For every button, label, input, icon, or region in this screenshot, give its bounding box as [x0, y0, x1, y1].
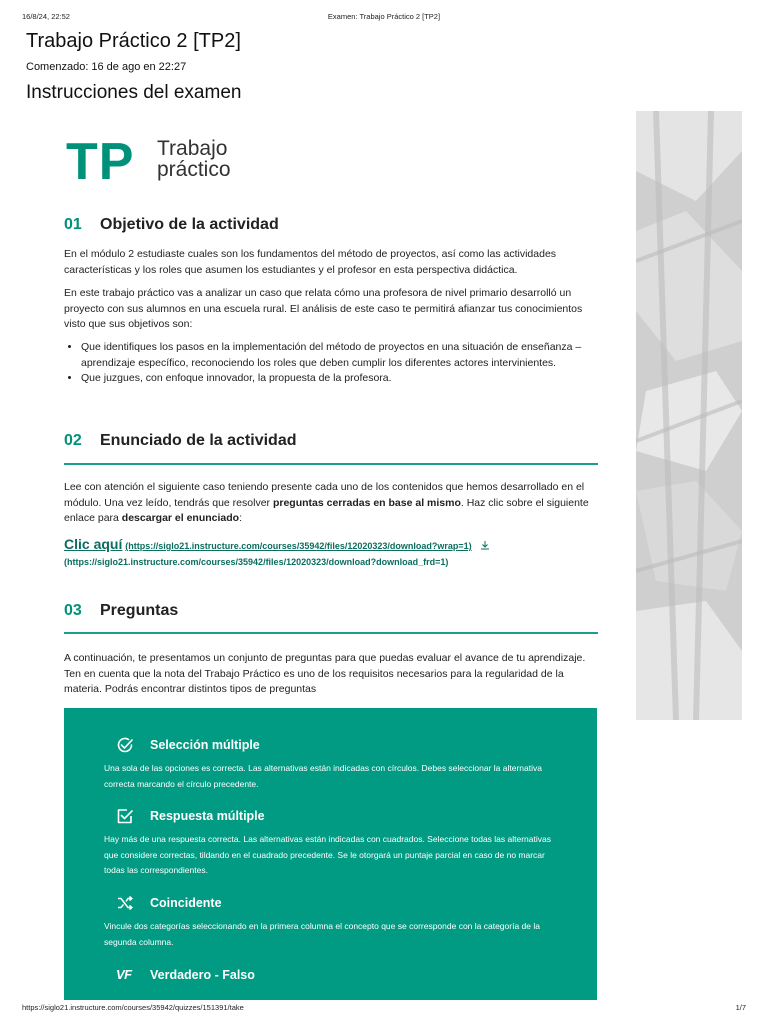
list-item: • Que juzgues, con enfoque innovador, la propuesta de la profesora.	[81, 371, 615, 387]
print-url: https://siglo21.instructure.com/courses/35942/quizzes/151391/take	[22, 1003, 244, 1012]
objective-paragraph-2: En este trabajo práctico vas a analizar un caso que relata cómo una profesora de nivel primario desarrolló un proyecto con sus alumnos en una escuela rural. El análisis de este caso te permitirá afianzar tus conocimientos visto que sus objetivos son:	[64, 287, 583, 330]
question-type-title: Selección múltiple	[150, 738, 260, 752]
instructions-heading: Instrucciones del examen	[26, 82, 242, 103]
bold-segment: descargar el enunciado	[121, 512, 240, 524]
page-title: Trabajo Práctico 2 [TP2]	[26, 30, 241, 52]
question-type-title: Respuesta múltiple	[150, 809, 265, 823]
section-title: Objetivo de la actividad	[100, 216, 279, 233]
started-info	[26, 61, 186, 73]
decorative-architecture-image	[636, 111, 742, 720]
section-01-heading	[64, 216, 279, 234]
section-divider	[64, 463, 598, 465]
print-footer	[22, 1003, 746, 1013]
started-value: 16 de ago en 22:27	[91, 61, 187, 73]
objectives-list	[64, 340, 615, 387]
vf-icon: VF	[116, 967, 132, 982]
logo-word	[157, 138, 231, 180]
download-url-link[interactable]: (https://siglo21.instructure.com/courses/35942/files/12020323/download?download_frd=1)	[64, 557, 449, 567]
section-divider	[64, 632, 598, 634]
question-type-multiple-choice	[104, 736, 564, 792]
section-number: 03	[64, 602, 82, 619]
print-title: Examen: Trabajo Práctico 2 [TP2]	[327, 12, 441, 21]
text-segment: :	[239, 512, 243, 524]
page-number: 1/7	[735, 1003, 746, 1012]
text-segment: . Haz clic sobre el siguiente enlace para	[64, 496, 589, 524]
check-square-icon	[116, 807, 134, 825]
statement-paragraph	[64, 480, 598, 527]
file-link-url[interactable]: (https://siglo21.instructure.com/courses/35942/files/12020323/download?wrap=1)	[125, 541, 472, 551]
download-link-line	[64, 536, 490, 552]
objective-paragraph-1: En el módulo 2 estudiaste cuales son los fundamentos del método de proyectos, así como las actividades características y los roles que asumen los estudiantes y el profesor en esta perspectiva didáctica.	[64, 248, 557, 276]
question-type-multiple-answer	[104, 807, 564, 879]
section-02-heading	[64, 432, 297, 450]
question-type-text: Una sola de las opciones es correcta. Las alternativas están indicadas con círculos. Debes seleccionar la alternativa correcta marcando el círculo precedente.	[104, 763, 542, 789]
logo-abbr: TP	[66, 133, 135, 191]
list-item: • Que identifiques los pasos en la implementación del método de proyectos en una situación de enseñanza – aprendizaje específico, reconociendo los roles que deben cumplir los diferentes actores intervinientes.	[81, 340, 615, 371]
section-03-heading	[64, 602, 178, 620]
section-title: Enunciado de la actividad	[100, 432, 297, 449]
section-number: 01	[64, 216, 82, 233]
check-circle-icon	[116, 736, 134, 754]
logo-line1: Trabajo	[157, 137, 228, 160]
download-icon[interactable]	[480, 540, 490, 550]
section-title: Preguntas	[100, 602, 179, 619]
architecture-illustration	[636, 111, 742, 720]
bold-segment: preguntas cerradas en base al mismo	[272, 496, 461, 509]
question-type-title: Verdadero - Falso	[150, 968, 255, 982]
started-label: Comenzado:	[26, 61, 89, 73]
question-type-matching	[104, 894, 564, 950]
question-type-text: Hay más de una respuesta correcta. Las alternativas están indicadas con cuadrados. Seleccione todas las alternativas que considere correctas, tildando en el cuadrado precedente. Se le otorgará un puntaje parcial en caso de no marcar todas las correspondientes.	[104, 834, 551, 875]
section-number: 02	[64, 432, 82, 449]
shuffle-icon	[116, 894, 134, 912]
question-types-box	[64, 708, 597, 1000]
click-here-link[interactable]: Clic aquí	[64, 536, 123, 552]
question-type-text: Vincule dos categorías seleccionando en la primera columna el concepto que se corresponde con la categoría de la segunda columna.	[104, 921, 540, 947]
print-date: 16/8/24, 22:52	[22, 12, 70, 21]
logo-line2: práctico	[157, 158, 231, 181]
text-segment: Lee con atención el siguiente caso teniendo presente cada uno de los contenidos que hemos desarrollado en el módulo. Una vez leído, tendrás que resolver	[64, 481, 585, 509]
questions-paragraph: A continuación, te presentamos un conjunto de preguntas para que puedas evaluar el avance de tu aprendizaje. Ten en cuenta que la nota del Trabajo Práctico es uno de los requisitos necesarios para la regularidad de la materia. Podrás encontrar distintos tipos de preguntas	[64, 652, 586, 695]
question-type-true-false	[104, 966, 564, 986]
question-type-title: Coincidente	[150, 896, 222, 910]
print-header	[22, 12, 746, 22]
